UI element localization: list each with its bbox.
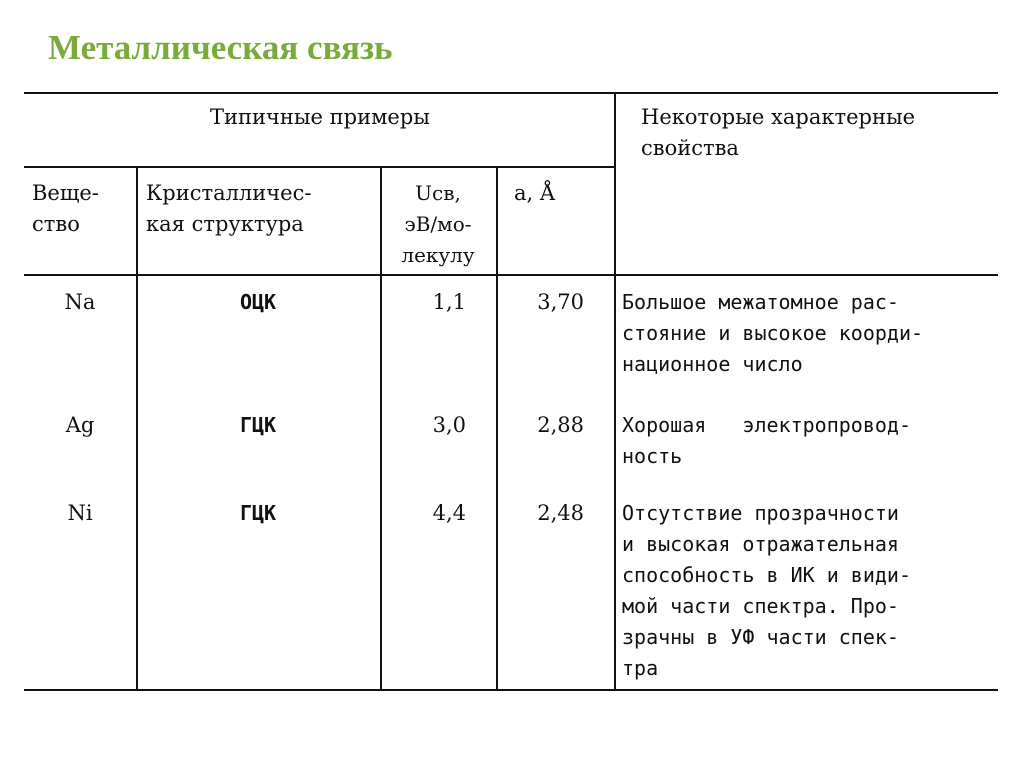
table-bottom-border (24, 689, 998, 691)
cell-substance: Ag (65, 413, 95, 437)
cell-lattice-constant: 2,48 (537, 501, 584, 525)
slide-title: Металлическая связь (48, 28, 393, 67)
cell-structure: ГЦК (239, 413, 277, 437)
header-binding-energy: Uсв, эВ/мо- лекулу (401, 181, 475, 267)
header-typical-examples: Типичные примеры (209, 105, 431, 129)
cell-lattice-constant: 2,88 (537, 413, 584, 437)
header-bottom-border (24, 274, 998, 276)
cell-properties: Большое межатомное рас- стояние и высокое коорди- национное число (622, 290, 924, 376)
cell-energy: 4,4 (432, 501, 466, 525)
cell-properties: Хорошая электропровод- ность (622, 413, 911, 468)
header-lattice-constant: a, Å (514, 181, 556, 205)
cell-energy: 1,1 (432, 290, 466, 314)
table-top-border (24, 92, 998, 94)
cell-structure: ГЦК (239, 501, 277, 525)
metallic-bond-table (24, 92, 998, 692)
cell-substance: Na (64, 290, 96, 314)
cell-properties: Отсутствие прозрачности и высокая отражательная способность в ИК и види- мой части спектра. Про- зрачны в УФ части спек- тра (622, 501, 911, 680)
cell-energy: 3,0 (432, 413, 466, 437)
header-crystal-structure: Кристалличес- кая структура (146, 181, 312, 236)
header-substance: Веще- ство (32, 181, 99, 236)
cell-structure: ОЦК (239, 290, 277, 314)
header-divider (24, 166, 616, 168)
header-properties: Некоторые характерные свойства (641, 105, 916, 160)
cell-lattice-constant: 3,70 (537, 290, 584, 314)
col-divider-4 (614, 92, 616, 691)
cell-substance: Ni (67, 501, 93, 525)
